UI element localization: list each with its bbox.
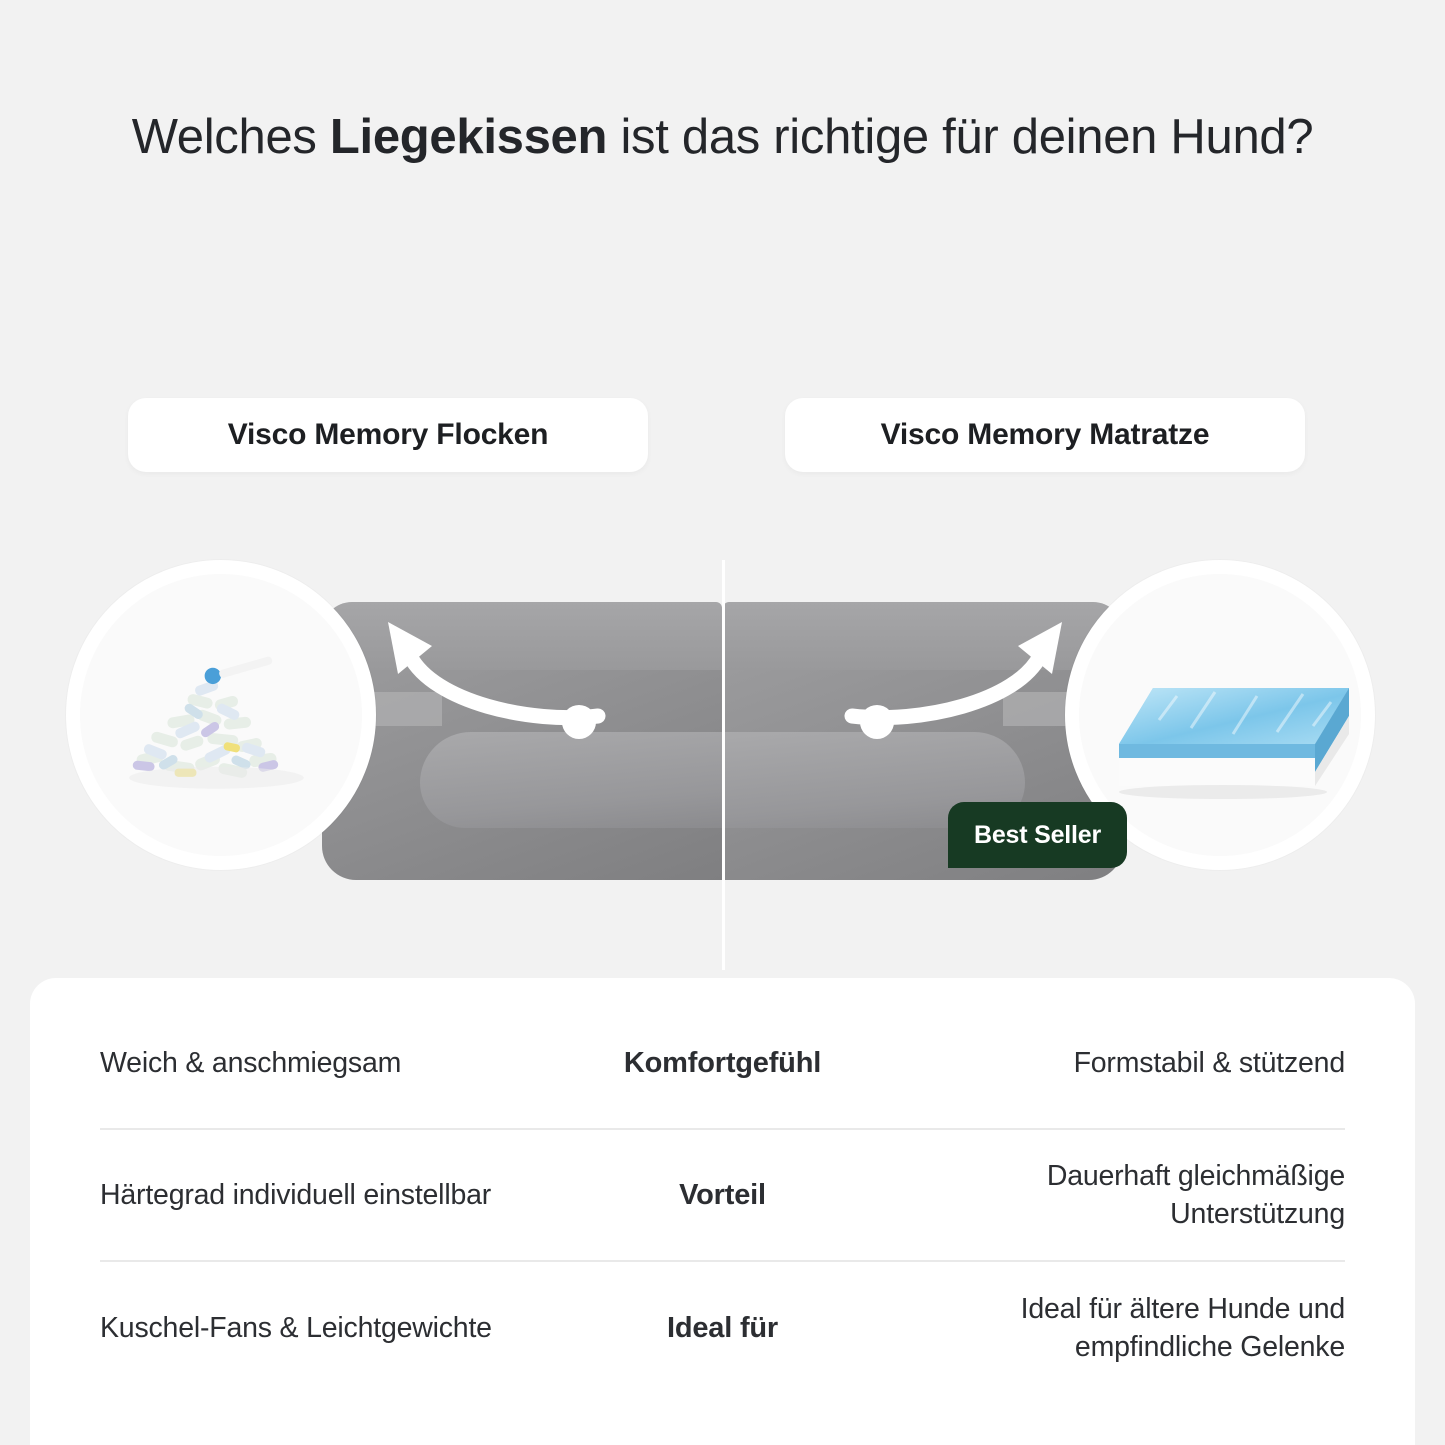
- headline-part-2: ist das richtige für deinen Hund?: [607, 110, 1314, 164]
- status-badge: [948, 802, 1127, 868]
- row-left-value: Härtegrad individuell einstellbar: [100, 1178, 492, 1211]
- foam-flakes-image: [66, 560, 376, 870]
- status-badge-label: Best Seller: [974, 820, 1102, 849]
- headline-part-1: Welches: [131, 110, 330, 164]
- arrow-origin-dot-right: [860, 705, 894, 739]
- table-row: [100, 1130, 1345, 1262]
- mattress-wrap: [1107, 682, 1361, 802]
- option-label-flocken-text: Visco Memory Flocken: [227, 418, 549, 451]
- row-right-value: Ideal für ältere Hunde und empfindliche Gelenke: [1020, 1292, 1345, 1363]
- comparison-table: [100, 998, 1345, 1394]
- option-label-matratze-text: Visco Memory Matratze: [880, 418, 1210, 451]
- table-row: [100, 998, 1345, 1130]
- row-attribute: Vorteil: [679, 1178, 766, 1211]
- option-label-matratze: [785, 398, 1305, 472]
- arrow-origin-dot-left: [562, 705, 596, 739]
- headline-emphasis: Liegekissen: [329, 110, 608, 164]
- row-attribute: Ideal für: [667, 1311, 778, 1344]
- memory-foam-mattress-icon: [1107, 682, 1361, 802]
- comparison-card: [30, 978, 1415, 1445]
- vertical-divider: [722, 560, 725, 970]
- foam-flakes-icon: [80, 574, 362, 856]
- page-title: [120, 105, 1325, 170]
- row-right-value: Formstabil & stützend: [1073, 1046, 1345, 1079]
- option-label-flocken: [128, 398, 648, 472]
- bed-cushion-left: [420, 732, 722, 828]
- row-right-value: Dauerhaft gleichmäßige Unterstützung: [1046, 1159, 1345, 1230]
- row-left-value: Weich & anschmiegsam: [100, 1046, 402, 1079]
- row-attribute: Komfortgefühl: [623, 1046, 822, 1079]
- row-left-value: Kuschel-Fans & Leichtgewichte: [100, 1311, 492, 1344]
- table-row: [100, 1262, 1345, 1394]
